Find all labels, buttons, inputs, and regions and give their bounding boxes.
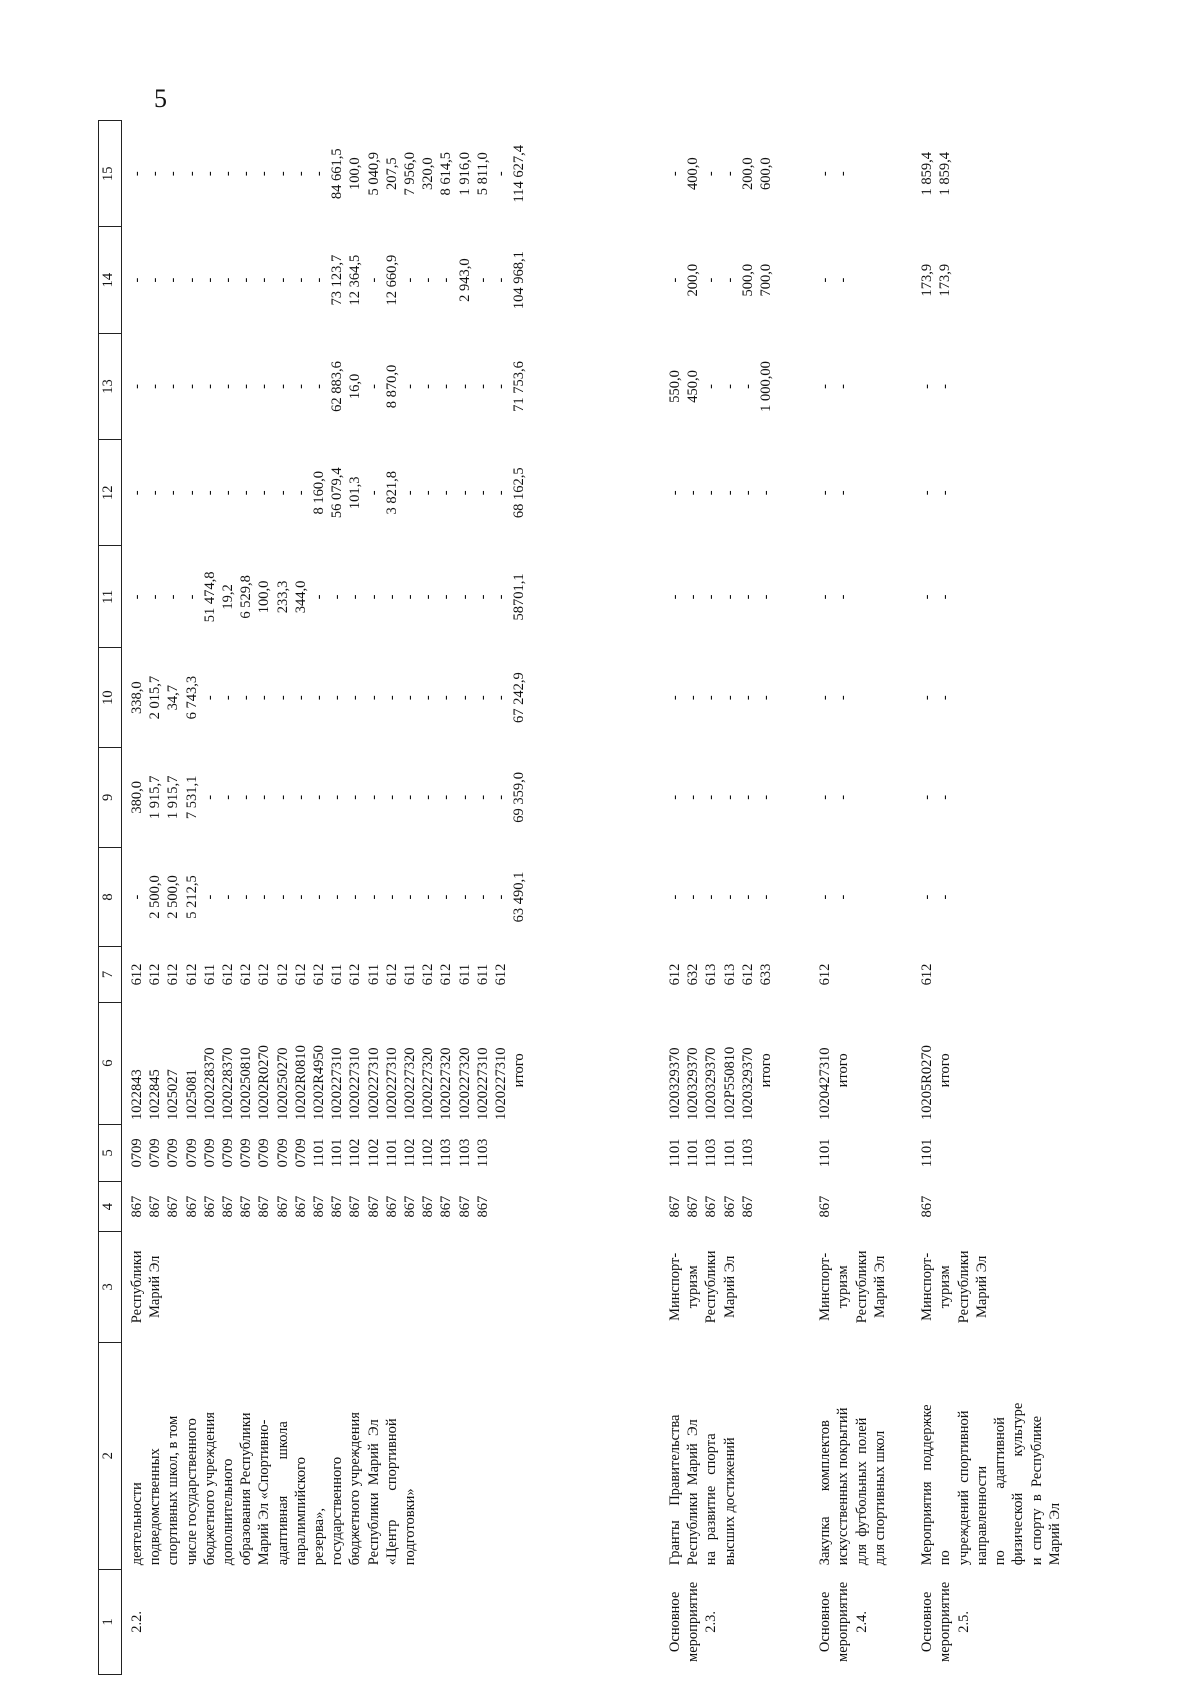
col-header: 5 — [99, 1124, 122, 1182]
expense-type-codes: 612 612 612 612 611 612 612 612 612 612 612 611 612 611 612 611 612 612 611 611 612 — [129, 963, 510, 986]
col-header: 2 — [99, 1342, 122, 1569]
values-col-9: - - — [919, 794, 954, 800]
values-col-15: 1 859,4 1 859,4 — [919, 151, 954, 196]
target-article-codes: 10205R0270 итого — [919, 1045, 954, 1121]
values-col-13: 550,0 450,0 - - - 1 000,00 — [666, 361, 774, 412]
values-col-11: - - — [919, 594, 954, 600]
target-article-codes: 1020329370 1020329370 1020329370 102P550810 1020329370 итого — [666, 1046, 774, 1121]
executor: Минспорт- туризм Республики Марий Эл — [666, 1250, 738, 1324]
col-header: 3 — [99, 1231, 122, 1342]
values-col-14: 173,9 173,9 — [919, 263, 954, 297]
activity-name: Гранты Правительства Республики Марий Эл на развитие спорта высших достижений — [666, 1414, 738, 1566]
executor: Минспорт- туризм Республики Марий Эл — [817, 1250, 888, 1324]
grbs-codes: 867 867 867 867 867 — [666, 1195, 756, 1218]
values-col-10: 338,0 2 015,7 34,7 6 743,3 - - - - - - - - - - - - - - - - - 67 242,9 — [129, 672, 528, 724]
col-header: 15 — [99, 121, 122, 227]
executor: Минспорт- туризм Республики Марий Эл — [919, 1250, 990, 1324]
col-header: 12 — [99, 440, 122, 546]
values-col-11: - - — [817, 594, 852, 600]
budget-table — [98, 120, 1113, 1675]
table-row-2-2 — [122, 121, 662, 1675]
values-col-13: - - - - - - - - - - - 62 883,6 16,0 - 8 870,0 - - - - - - 71 753,6 — [129, 361, 528, 412]
activity-number: Основное мероприятие 2.4. — [817, 1581, 870, 1662]
values-col-15: - - - - - - - - - - - 84 661,5 100,0 5 040,9 207,5 7 956,0 320,0 8 614,5 1 916,0 5 811,0 - 114 627,4 — [129, 145, 528, 203]
expense-type-codes: 612 632 613 613 612 633 — [666, 963, 774, 986]
values-col-14: - - — [817, 277, 852, 283]
values-col-12: - - - - - - - - - - 8 160,0 56 079,4 101,3 - 3 821,8 - - - - - - 68 162,5 — [129, 467, 528, 519]
table-row-2-3 — [662, 121, 812, 1675]
section-codes: 1101 — [817, 1138, 834, 1168]
col-header: 13 — [99, 333, 122, 439]
section-codes: 1101 — [919, 1138, 936, 1168]
activity-name: деятельности подведомственных спортивных школ, в том числе государственного бюджетного учреждения дополнительного образования Республики Марий Эл «Спортивно- адаптивная школа паралимпийского резерва», государственного бюджетного учреждения Республики Марий Эл «Центр спортивной подготовки» — [129, 1412, 419, 1566]
values-col-13: - - — [919, 384, 954, 389]
grbs-codes: 867 — [817, 1195, 834, 1218]
values-col-9: - - — [817, 794, 852, 800]
activity-name: Закупка комплектов искусственных покрытий для футбольных полей для спортивных школ — [817, 1407, 888, 1566]
values-col-15: - 400,0 - - 200,0 600,0 — [666, 157, 774, 191]
values-col-13: - - — [817, 384, 852, 389]
target-article-codes: 1022843 1022845 1025027 1025081 1020228370 1020228370 1020250810 10202R0270 1020250270 10202R0810 10202R4950 1020227310 1020227310 1020227310 1020227310 1020227320 1020227320 1020227320 1020227320 1020227310 1020227310 итого — [129, 1045, 528, 1121]
page-number: 5 — [154, 84, 167, 113]
values-col-8: - - — [817, 894, 852, 900]
values-col-8: - - - - - - — [666, 894, 774, 900]
col-header: 1 — [99, 1569, 122, 1674]
values-col-12: - - - - - - — [666, 490, 774, 496]
values-col-15: - - — [817, 171, 852, 177]
grbs-codes: 867 867 867 867 867 867 867 867 867 867 867 867 867 867 867 867 867 867 867 867 — [129, 1195, 491, 1218]
header-row — [99, 121, 122, 1675]
expense-type-codes: 612 — [817, 963, 834, 986]
table-row-2-5 — [914, 121, 1113, 1675]
col-header: 14 — [99, 227, 122, 333]
values-col-9: 380,0 1 915,7 1 915,7 7 531,1 - - - - - - - - - - - - - - - - - 69 359,0 — [129, 771, 528, 823]
values-col-8: - - — [919, 894, 954, 900]
col-header: 7 — [99, 947, 122, 1002]
col-header: 4 — [99, 1182, 122, 1232]
values-col-11: - - - - 51 474,8 19,2 6 529,8 100,0 233,3 344,0 - - - - - - - - - - - 58701,1 — [129, 571, 528, 623]
col-header: 8 — [99, 847, 122, 947]
values-col-12: - - — [919, 490, 954, 496]
values-col-8: - 2 500,0 2 500,0 5 212,5 - - - - - - - - - - - - - - - - - 63 490,1 — [129, 871, 528, 923]
grbs-codes: 867 — [919, 1195, 936, 1218]
values-col-14: - - - - - - - - - - - 73 123,7 12 364,5 - 12 660,9 - - - 2 943,0 - - 104 968,1 — [129, 251, 528, 310]
activity-name: Мероприятия поддержке по учреждений спортивной направленности по адаптивной физической культуре и спорту в Республике Марий Эл — [919, 1402, 1063, 1566]
values-col-11: - - - - - - — [666, 594, 774, 600]
col-header: 11 — [99, 546, 122, 648]
activity-number: Основное мероприятие 2.3. — [666, 1581, 720, 1662]
values-col-12: - - — [817, 490, 852, 496]
activity-number: Основное мероприятие 2.5. — [919, 1581, 972, 1662]
col-header: 6 — [99, 1002, 122, 1124]
values-col-10: - - - - - - — [666, 695, 774, 701]
expense-type-codes: 612 — [919, 963, 936, 986]
table-row-2-4 — [812, 121, 914, 1675]
activity-number: 2.2. — [129, 1611, 145, 1633]
values-col-10: - - — [919, 695, 954, 701]
values-col-9: - - - - - - — [666, 794, 774, 800]
values-col-10: - - — [817, 695, 852, 701]
values-col-14: - 200,0 - - 500,0 700,0 — [666, 263, 774, 297]
col-header: 9 — [99, 748, 122, 848]
target-article-codes: 1020427310 итого — [817, 1047, 852, 1121]
executor: Республики Марий Эл — [129, 1250, 164, 1324]
section-codes: 1101 1101 1103 1101 1103 — [666, 1138, 756, 1168]
section-codes: 0709 0709 0709 0709 0709 0709 0709 0709 0709 0709 1101 1101 1102 1102 1101 1102 1102 1103 1103 1103 — [129, 1138, 491, 1168]
col-header: 10 — [99, 648, 122, 748]
